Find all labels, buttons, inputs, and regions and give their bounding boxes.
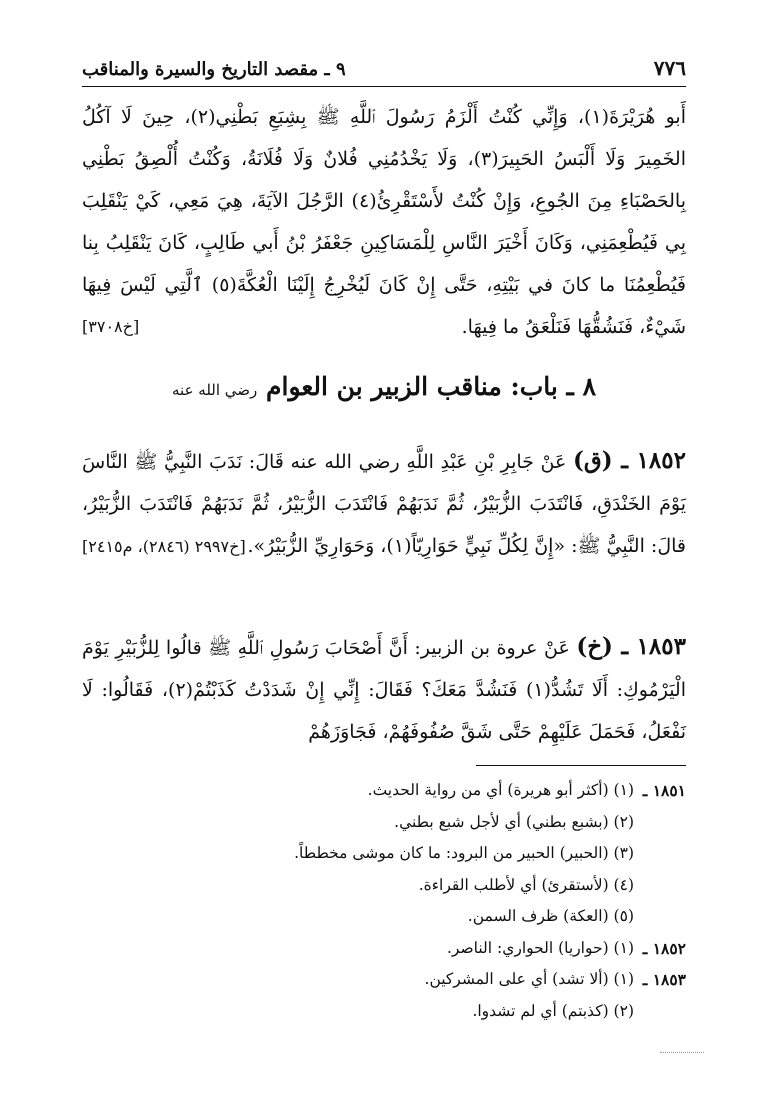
footnote-text: (٢) (بشبع بطني) أي لأجل شبع بطني. bbox=[394, 812, 634, 831]
footnote-hadith-number bbox=[634, 838, 686, 870]
footnote-text: (٤) (لأستقرئ) أي لأطلب القراءة. bbox=[418, 875, 634, 894]
dotted-divider bbox=[660, 1052, 704, 1053]
footnote-text: (١) (حواريا) الحواري: الناصر. bbox=[447, 938, 634, 957]
footnote-hadith-number: ١٨٥٣ ـ bbox=[642, 970, 686, 989]
footnote-hadith-number bbox=[634, 807, 686, 839]
hadith-number: ١٨٥٣ ـ (خ) bbox=[576, 633, 686, 660]
footnote-hadith-number: ١٨٥١ ـ bbox=[642, 781, 686, 800]
footnote-row bbox=[82, 870, 686, 902]
chapter-title: ٨ ـ باب: مناقب الزبير بن العوام bbox=[266, 372, 596, 401]
footnote-row bbox=[82, 964, 686, 996]
running-head: ٩ ـ مقصد التاريخ والسيرة والمناقب bbox=[82, 59, 346, 80]
page-header bbox=[82, 40, 686, 87]
footnote-hadith-number: ١٨٥٢ ـ bbox=[642, 938, 686, 958]
footnotes bbox=[82, 775, 686, 1055]
footnote-text: (٣) (الحبير) الحبير من البرود: ما كان موشى مخططاً. bbox=[294, 844, 634, 862]
footnote-row bbox=[82, 775, 686, 807]
footnote-hadith-number bbox=[634, 996, 686, 1028]
footnote-text: (٢) (كذبتم) أي لم تشدوا. bbox=[472, 1001, 634, 1020]
hadith-1852 bbox=[82, 440, 686, 620]
footnote-row bbox=[82, 901, 686, 933]
paragraph-text: أَبو هُرَيْرَةَ(١)، وَإِنِّي كُنْتُ أَلْزَمُ رَسُولَ ٱللَّهِ ﷺ بِشِبَعِ بَطْنِي(٢)، حِينَ لَا آكُلُ الخَمِيرَ وَلَا أَلْبَسُ الحَبِيرَ(٣)، وَلَا يَخْدُمُنِي فُلانٌ وَلَا فُلَانَةُ، وَكُنْتُ أُلْصِقُ بَطْنِي بِالحَصْبَاءِ مِنَ الجُوعِ، وَإِنْ كُنْتُ لأَسْتَقْرِئُ(٤) الرَّجُلَ الآيَةَ، هِيَ مَعِي، كَيْ يَنْقَلِبَ بِي فَيُطْعِمَنِي، وَكَانَ أَخْيَرَ النَّاسِ لِلْمَسَاكِينِ جَعْفَرُ بْنُ أَبي طَالِبٍ، كَانَ يَنْقَلِبُ بِنا فَيُطْعِمُنَا ما كانَ في بَيْتِهِ، حَتَّى إِنْ كَانَ لَيُخْرِجُ إِلَيْنَا الْعُكَّةَ(٥) ٱلَّتِي لَيْسَ فِيهَا شَيْءٌ، فَنَشُقُّهَا فَنَلْعَقُ ما فِيهَا. bbox=[82, 106, 687, 338]
footnote-text: (١) (أكثر أبو هريرة) أي من رواية الحديث. bbox=[367, 781, 634, 799]
source-reference: [خ٢٩٩٧ (٢٨٤٦)، م٢٤١٥] bbox=[82, 537, 246, 556]
hadith-1851-continuation bbox=[82, 96, 686, 356]
footnote-text: (٥) (العكة) ظرف السمن. bbox=[467, 907, 634, 925]
footnote-hadith-number bbox=[634, 901, 686, 933]
hadith-text: عَنْ عروة بن الزبير: أَنَّ أَصْحَابَ رَسُولِ ٱللَّهِ ﷺ قالُوا لِلزُّبَيْرِ يَوْمَ الْيَرْمُوكِ: أَلَا تَشُدُّ(١) فَنَشُدَّ مَعَكَ؟ فَقَالَ: إِنِّي إِنْ شَدَدْتُ كَذَبْتُمْ(٢)، فَقَالُوا: لَا نَفْعَلُ، فَحَمَلَ عَلَيْهِمْ حَتَّى شَقَّ صُفُوفَهُمْ، فَجَاوَزَهُمْ bbox=[82, 637, 687, 743]
page-number: ٧٧٦ bbox=[653, 56, 686, 80]
footnote-text: (١) (ألا تشد) أي على المشركين. bbox=[424, 970, 634, 988]
chapter-heading bbox=[82, 372, 686, 422]
source-reference: [خ٣٧٠٨] bbox=[82, 317, 140, 336]
footnote-row bbox=[82, 996, 686, 1028]
hadith-1853 bbox=[82, 626, 686, 746]
footnote-hadith-number bbox=[634, 870, 686, 902]
footnote-row bbox=[82, 838, 686, 870]
hadith-number: ١٨٥٢ ـ (ق) bbox=[573, 447, 686, 474]
footnote-row bbox=[82, 807, 686, 839]
footnote-row bbox=[82, 933, 686, 965]
hadith-text: عَنْ جَابِرِ بْنِ عَبْدِ اللَّهِ رضي الله عنه قَالَ: نَدَبَ النَّبِيُّ ﷺ النَّاسَ يَوْمَ الخَنْدَقِ، فَانْتَدَبَ الزُّبَيْرُ، ثُمَّ نَدَبَهُمْ فَانْتَدَبَ الزُّبَيْرُ، ثُمَّ نَدَبَهُمْ فَانْتَدَبَ الزُّبَيْرُ، قالَ: النَّبِيُّ ﷺ: «إِنَّ لِكُلِّ نَبِيٍّ حَوَارِيّاً(١)، وَحَوَارِيِّ الزُّبَيْرُ». bbox=[82, 451, 686, 557]
honorific-glyph: رضي الله عنه bbox=[172, 381, 258, 399]
footnote-divider bbox=[476, 765, 686, 766]
